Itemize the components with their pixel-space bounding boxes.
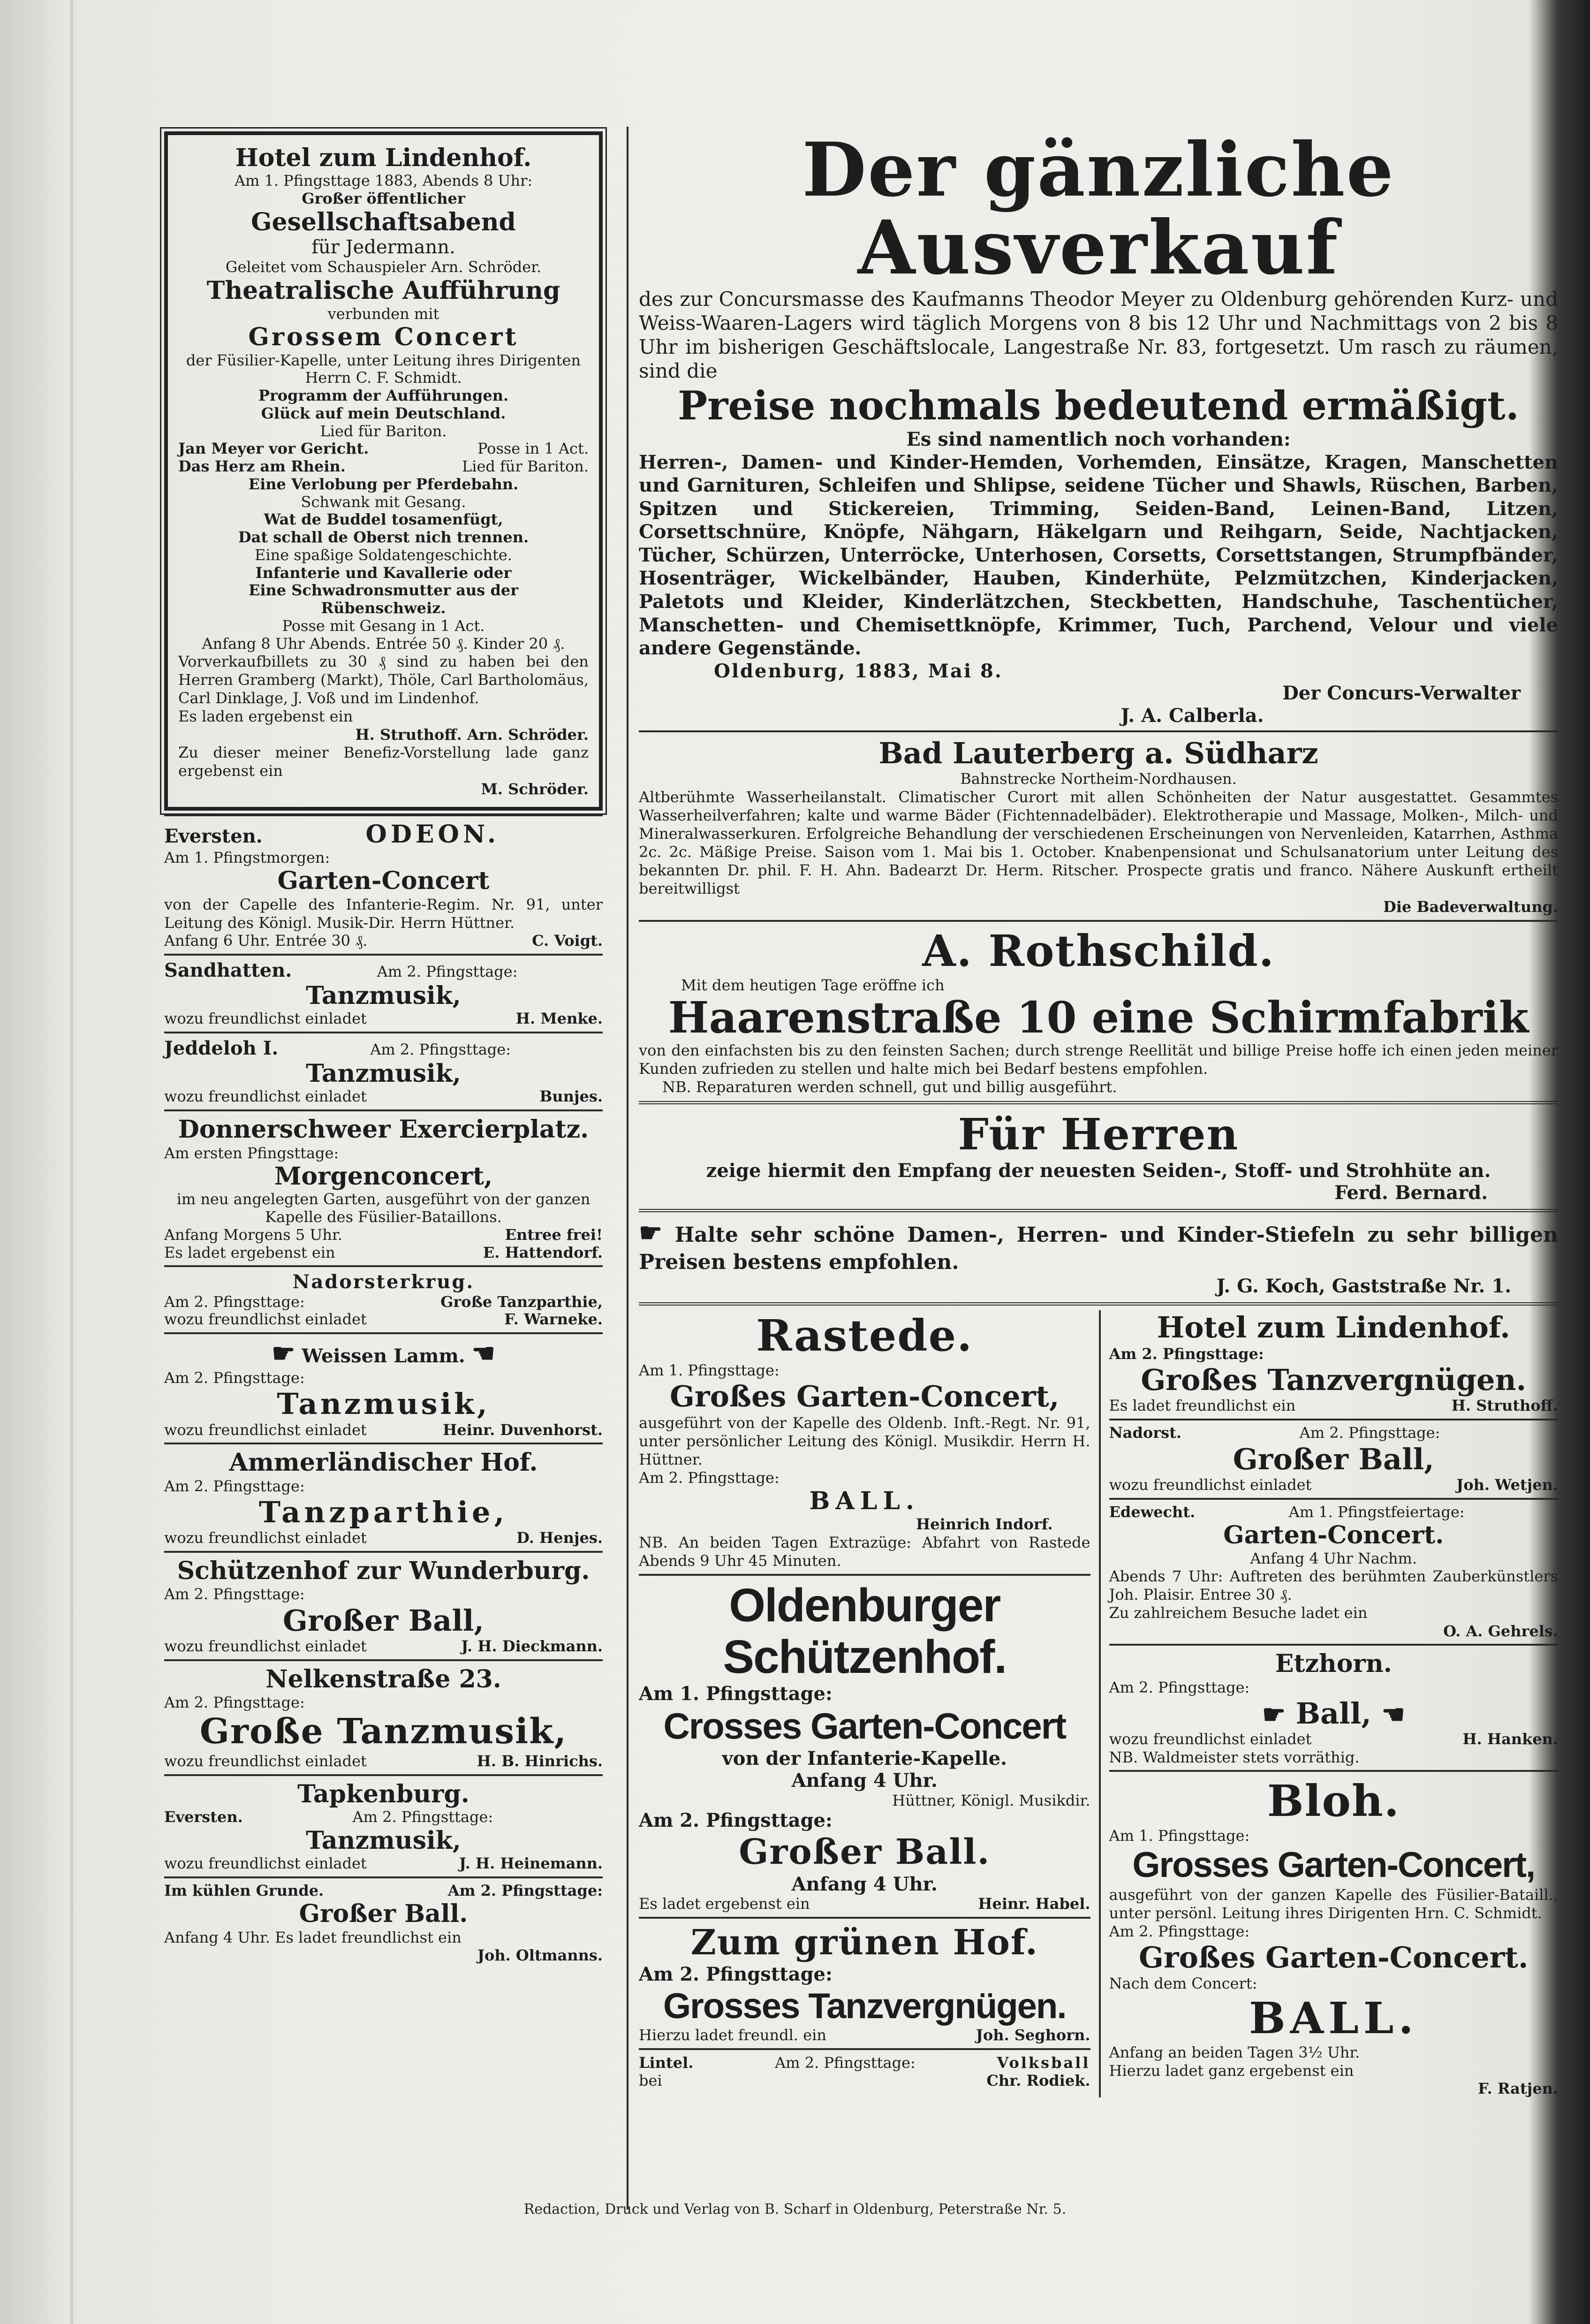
ad-ammerland [164,1448,603,1547]
ad-date: Am 1. Pfingstfeiertage: [1288,1503,1465,1521]
ad-item-list: Herren-, Damen- und Kinder-Hemden, Vorhemden, Einsätze, Kragen, Manschetten und Garnituren, Schleifen und Shlipse, seidene Tücher und Shawls, Rüschen, Barben, Spitzen und Stickereien, Trimming, Seiden-Band, Leinen-Band, Litzen, Corsettschnüre, Knöpfe, Nähgarn, Häkelgarn und Reihgarn, Seide, Nachtjacken, Tücher, Schürzen, Unterröcke, Unterhosen, Corsetts, Corsettstangen, Strumpfbänder, Hosenträger, Wickelbänder, Hauben, Kinderhüte, Pelzmützchen, Kinderjacken, Paletots und Kleider, Kinderlätzchen, Steckbetten, Handschuhe, Taschentücher, Manschetten- und Chemisettknöpfe, Krimmer, Tuch, Parchend, Velour und viele andere Gegenstände. [639,451,1558,660]
ad-invite: Hierzu ladet ganz ergebenst ein [1109,2061,1354,2080]
page-gutter [70,0,73,2324]
ad-signature: Heinr. Duvenhorst. [443,1420,603,1439]
ad-lindenhof2 [1109,1310,1559,1414]
ad-note: NB. Reparaturen werden schnell, gut und billig ausgeführt. [662,1078,1117,1096]
ad-signature: D. Henjes. [516,1529,603,1547]
ad-lauterberg [639,736,1558,916]
divider [639,1209,1558,1212]
ad-title: Tapkenburg. [297,1779,469,1808]
ad-text: zeige hiermit den Empfang der neuesten Seiden-, Stoff- und Strohhüte an. [706,1160,1491,1182]
divider [1109,1498,1559,1500]
ad-title: Weissen Lamm. [302,1345,465,1367]
ad-edewecht [1109,1504,1559,1640]
ad-date: Am 2. Pfingsttage: [639,1468,780,1487]
ad-date: Am 1. Pfingsttage: [639,1361,780,1379]
ad-invite: wozu freundlichst einladet [1109,1475,1312,1494]
divider [639,730,1558,732]
ad-line: Es sind namentlich noch vorhanden: [906,428,1291,451]
ad-event: Großes Garten-Concert. [1138,1940,1529,1975]
ad-title: Ammerländischer Hof. [229,1448,538,1477]
divider [164,1332,603,1334]
divider [164,1774,603,1776]
ad-event: Tanzmusik, [277,1387,490,1421]
ad-signature: O. A. Gehrels. [1443,1622,1558,1640]
ad-text: Vorverkaufbillets zu 30 ₰ sind zu haben bei den Herren Gramberg (Markt), Thöle, Carl Bartholomäus, Carl Dinklage, J. Voß und im Lindenhof. [178,653,589,707]
ad-invite: Zu zahlreichem Besuche ladet ein [1109,1604,1368,1622]
ad-signature: J. A. Calberla. [1121,704,1264,727]
ad-date: Am 1. Pfingsttage 1883, Abends 8 Uhr: [234,172,533,190]
ad-title: A. Rothschild. [922,925,1275,976]
ad-line: Der Concurs-Verwalter [1282,682,1521,704]
ad-text: ausgeführt von der ganzen Kapelle des Füsilier-Bataill., unter persönl. Leitung ihres Dirigenten Hrn. C. Schmidt. [1109,1885,1558,1922]
sub-columns [639,1310,1558,2097]
ad-date: Am 2. Pfingsttage: [164,1477,305,1495]
ad-text: im neu angelegten Garten, ausgeführt von der ganzen Kapelle des Füsilier-Bataillons. [176,1190,591,1226]
pointing-hand-left-icon: ☚ [1381,1699,1405,1730]
ad-herren [639,1109,1558,1205]
ad-signature: M. Schröder. [481,780,589,798]
ad-signature: Heinrich Indorf. [916,1515,1053,1534]
ad-heading: Preise nochmals bedeutend ermäßigt. [677,382,1520,429]
ad-event: Großes Garten-Concert, [669,1379,1060,1414]
ad-signature: H. Hanken. [1462,1730,1558,1748]
ad-title: Etzhorn. [1275,1649,1392,1678]
ad-rothschild [639,926,1558,1096]
ad-date: Oldenburg, 1883, Mai 8. [714,660,1003,682]
ad-signature: J. H. Dieckmann. [461,1637,603,1655]
ad-place: Sandhatten. [164,959,292,981]
program-item: Glück auf mein Deutschland. [261,404,506,422]
program-note: Lied für Bariton. [320,422,447,440]
ad-signature: Bunjes. [539,1087,603,1106]
ad-donnerschwee [164,1115,603,1261]
ad-event: Volksball [997,2053,1090,2072]
ad-event: Garten-Concert [277,866,490,896]
program-item: Eine Schwadronsmutter aus der [248,581,519,600]
ad-date: Am 2. Pfingsttage: [370,1040,511,1058]
ad-note: NB. An beiden Tagen Extrazüge: Abfahrt von Rastede Abends 9 Uhr 45 Minuten. [639,1533,1090,1570]
ad-note: NB. Waldmeister stets vorräthig. [1109,1748,1360,1766]
divider [639,1917,1090,1919]
ad-title: Schützenhof zur Wunderburg. [177,1557,590,1586]
ad-wunderburg [164,1557,603,1656]
ad-date: Am 2. Pfingsttage: [164,1292,305,1311]
program-item: Rübenschweiz. [321,599,446,617]
ad-signature: J. G. Koch, Gaststraße Nr. 1. [1216,1275,1511,1298]
ad-text: Altberühmte Wasserheilanstalt. Climatischer Curort mit allen Schönheiten der Natur ausgestattet. Gesammtes Wasserheilverfahren; kalte und warme Bäder (Fichtennadelbäder). Elektrotherapie und Massage, Molken-, Milch- und Mineralwasserkuren. Erfolgreiche Behandlung der verschiedenen Erscheinungen von Nervenleiden, Katarrhen, Asthma 2c. 2c. Mäßige Preise. Saison vom 1. Mai bis 1. October. Knabenpensionat und Schulsanatorium unter Leitung des bekannten Dr. phil. F. H. Ahn. Badearzt Dr. Herm. Ritscher. Prospecte gratis und franco. Nähere Auskunft ertheilt bereitwilligst [639,788,1558,898]
ad-event: Große Tanzmusik, [199,1711,568,1752]
program-note: Schwank mit Gesang. [301,493,466,511]
ad-signature: F. Warneke. [504,1310,603,1329]
ad-date: Am 2. Pfingsttage: [1299,1423,1440,1442]
ad-line: Anfang an beiden Tagen 3½ Uhr. [1109,2043,1360,2062]
ad-event: Großer Ball. [299,1899,468,1929]
divider [639,920,1558,922]
ad-line: Mit dem heutigen Tage eröffne ich [681,976,945,995]
program-note: Posse mit Gesang in 1 Act. [282,616,485,635]
ad-event: Ball, [1295,1696,1371,1731]
ad-tapken [164,1780,603,1873]
ad-date: Am 2. Pfingsttage: [775,2053,916,2072]
ad-signature: J. H. Heinemann. [459,1854,603,1872]
ad-invite: wozu freundlichst einladet [164,1420,367,1439]
sub-column-right [1101,1310,1559,2097]
ad-date: Am 2. Pfingsttage: [352,1808,493,1826]
ad-date: Am 2. Pfingsttage: [377,962,518,980]
ad-text: von den einfachsten bis zu den feinsten Sachen; durch strenge Reellität und billige Preise hoffe ich einen jeden meiner Kunden zufrieden zu stellen und halte mich bei Bedarf bestens empfohlen. [639,1041,1558,1078]
ad-event: Tanzparthie, [258,1495,508,1530]
ad-title: Nelkenstraße 23. [265,1664,501,1694]
ad-event: Gesellschaftsabend [251,207,516,236]
program-note: Posse in 1 Act. [477,440,589,458]
ad-text: von der Capelle des Infanterie-Regim. Nr. 91, unter Leitung des Königl. Musik-Dir. Herrn Hüttner. [164,895,603,932]
ad-invite: wozu freundlichst einladet [164,1637,367,1655]
ad-sub: Bahnstrecke Northeim-Nordhausen. [960,770,1237,788]
ad-date: Am 1. Pfingsttage: [1109,1826,1250,1845]
ad-date: Am 1. Pfingstmorgen: [164,849,330,867]
ad-lintel [639,2054,1090,2089]
ad-line: Geleitet vom Schauspieler Arn. Schröder. [225,258,542,276]
ad-signature: F. Ratjen. [1478,2079,1558,2097]
ad-date: Am 2. Pfingsttage: [164,1369,305,1387]
divider [639,1302,1558,1306]
ad-kuehl [164,1882,603,1965]
ad-title: Nadorsterkrug. [292,1271,475,1293]
ad-date: Am 2. Pfingsttage: [639,1963,833,1985]
ad-line: verbunden mit [327,304,439,323]
ad-line: Anfang 4 Uhr. [791,1873,938,1895]
ad-signature: Die Badeverwaltung. [1383,898,1558,916]
ad-text: ausgeführt von der Kapelle des Oldenb. Inft.-Regt. Nr. 91, unter persönlicher Leitung des Königl. Musikdir. Herrn H. Hüttner. [639,1413,1090,1468]
ad-event: Grosses Tanzvergnügen. [663,1986,1066,2026]
ad-date: Am 2. Pfingsttage: [447,1881,603,1899]
ad-signature: Joh. Seghorn. [976,2026,1090,2044]
ad-invite: wozu freundlichst einladet [164,1854,367,1872]
ad-event: Großer Ball, [1233,1442,1434,1476]
ad-nadorst [164,1271,603,1329]
divider [164,1551,603,1553]
ad-date: Am 1. Pfingsttage: [639,1682,833,1705]
divider [639,1101,1558,1104]
ad-event: Großer Ball. [739,1832,991,1873]
ad-event: Morgenconcert, [274,1162,493,1191]
ad-date: Am 2. Pfingsttage: [1109,1678,1250,1696]
ad-invite: Es ladet ergebenst ein [164,1243,335,1261]
ad-rastede [639,1310,1090,1570]
ad-title: Der gänzliche Ausverkauf [802,127,1395,291]
ad-title: Zum grünen Hof. [690,1922,1038,1963]
divider [164,814,603,816]
ad-invite: Anfang 4 Uhr. Es ladet freundlichst ein [164,1928,462,1946]
ad-sandhatten [164,959,603,1028]
ad-nadorst2 [1109,1424,1559,1494]
ad-event: BALL. [809,1487,920,1515]
ad-sub: Großer öffentlicher [302,190,465,208]
ad-event: Garten-Concert. [1223,1521,1444,1550]
ad-text: des zur Concursmasse des Kaufmanns Theodor Meyer zu Oldenburg gehörenden Kurz- und Weiss-Waaren-Lagers wird täglich Morgens von 8 bis 12 Uhr und Nachmittags von 2 bis 8 Uhr im bisherigen Geschäftslocale, Langestraße Nr. 83, fortgesetzt. Um rasch zu räumen, sind die [639,287,1558,383]
divider [164,1265,603,1267]
ad-jeddeloh [164,1037,603,1106]
ad-signature: H. B. Hinrichs. [477,1752,603,1770]
ad-place: Nadorst. [1109,1423,1181,1442]
ad-title: Im kühlen Grunde. [164,1881,324,1899]
ad-event: Tanzmusik, [306,1826,461,1855]
ad-line: Hüttner, Königl. Musikdir. [892,1791,1090,1809]
pointing-hand-left-icon: ☚ [471,1338,495,1369]
ad-line: Entree frei! [505,1225,603,1244]
ad-signature: H. Struthoff. [1451,1397,1558,1415]
ad-invite: wozu freundlichst einladet [164,1752,367,1770]
ad-event: Tanzmusik, [306,1059,461,1088]
ad-title: Donnerschweer Exercierplatz. [178,1115,589,1144]
ad-heading: Theatralische Aufführung [206,276,560,305]
ad-heading: Haarenstraße 10 eine Schirmfabrik [668,992,1529,1043]
left-column [164,131,603,1965]
imprint-footer: Redaction, Druck und Verlag von B. Scharf in Oldenburg, Peterstraße Nr. 5. [523,2201,1067,2218]
ad-lamm [164,1338,603,1439]
ad-signature: H. Menke. [515,1010,603,1028]
ad-text: Abends 7 Uhr: Auftreten des berühmten Zauberkünstlers Joh. Plaisir. Entree 30 ₰. [1109,1567,1558,1604]
ad-signature: Joh. Wetjen. [1456,1475,1558,1494]
ad-title: Bad Lauterberg a. Südharz [878,736,1318,771]
ad-invite: Es ladet freundlichst ein [1109,1397,1296,1415]
ad-heading: Grossem Concert [248,323,519,352]
ad-invite: Es ladet ergebenst ein [639,1894,810,1913]
ad-event: Grosses Garten-Concert, [1132,1845,1535,1885]
divider [1109,1770,1559,1772]
ad-schuetzenhof [639,1580,1090,1913]
pointing-hand-icon: ☛ [1262,1699,1286,1730]
divider [164,1443,603,1444]
ad-etzhorn [1109,1649,1559,1766]
ad-signature: Ferd. Bernard. [1334,1182,1488,1204]
ad-nelken [164,1665,603,1770]
ad-title: Für Herren [958,1109,1239,1160]
ad-text: Halte sehr schöne Damen-, Herren- und Kinder-Stiefeln zu sehr billigen Preisen bestens empfohlen. [639,1223,1558,1274]
ad-date: Am 2. Pfingsttage: [1109,1922,1250,1940]
program-item: Jan Meyer vor Gericht. [178,440,369,458]
ad-place: Eversten. [164,825,263,847]
ad-title: Bloh. [1267,1776,1400,1827]
ad-ausverkauf [639,127,1558,727]
program-note: Lied für Bariton. [462,457,589,476]
program-item: Eine Verlobung per Pferdebahn. [248,475,519,493]
ad-date: Am 2. Pfingsttage: [639,1809,833,1832]
ad-invite: bei [639,2071,662,2089]
ad-line: der Füsilier-Kapelle, unter Leitung ihres Dirigenten Herrn C. F. Schmidt. [186,351,581,387]
ad-invite: wozu freundlichst einladet [164,1529,367,1547]
ad-bloh [1109,1776,1559,2097]
ad-odeon [164,820,603,950]
divider [1109,1419,1559,1420]
ad-date: Am 2. Pfingsttage: [1109,1344,1264,1363]
ad-line: Anfang 4 Uhr Nachm. [1250,1549,1417,1567]
ad-invite: wozu freundlichst einladet [164,1310,367,1329]
ad-line: Anfang 6 Uhr. Entrée 30 ₰. [164,931,368,949]
ad-place: Eversten. [164,1808,243,1826]
divider [164,954,603,956]
ad-invite: Es laden ergebenst ein [178,707,353,726]
ad-line: für Jedermann. [311,236,455,258]
ad-date: Am 2. Pfingsttage: [164,1694,305,1712]
divider [639,1574,1090,1576]
ad-event: Crosses Garten-Concert [663,1705,1066,1747]
ad-line: Anfang 8 Uhr Abends. Entrée 50 ₰. Kinder 20 ₰. [202,634,565,653]
divider [164,1876,603,1878]
program-item: Dat schall de Oberst nich trennen. [238,528,529,547]
ad-title: Rastede. [756,1310,973,1361]
ad-title: Oldenburger Schützenhof. [723,1579,1007,1683]
ad-signature: Chr. Rodiek. [986,2071,1090,2089]
ad-gruenhof [639,1922,1090,2044]
ad-event: Tanzmusik, [306,981,461,1010]
program-item: Wat de Buddel tosamenfügt, [264,510,503,529]
ad-signature: Heinr. Habel. [978,1894,1090,1913]
ad-title: ODEON. [365,820,500,849]
ad-signature: H. Struthoff. Arn. Schröder. [355,725,589,744]
divider [164,1032,603,1033]
divider [639,2048,1090,2050]
sub-column-left [639,1310,1101,2097]
right-column [639,127,1558,2097]
ad-invite: Hierzu ladet freundl. ein [639,2026,826,2044]
ad-event: Großer Ball, [282,1603,485,1638]
ad-line: Anfang Morgens 5 Uhr. [164,1225,342,1244]
ad-event: Große Tanzparthie, [440,1292,603,1311]
ad-title: Hotel zum Lindenhof. [1157,1310,1510,1345]
ad-line: Anfang 4 Uhr. [791,1769,938,1792]
ad-invite: wozu freundlichst einladet [164,1087,367,1106]
ad-date: Am 2. Pfingsttage: [164,1585,305,1603]
pointing-hand-icon: ☛ [639,1217,663,1249]
ad-title: Hotel zum Lindenhof. [235,144,532,172]
ad-event: BALL. [1249,1992,1418,2043]
ad-invite: wozu freundlichst einladet [1109,1730,1312,1748]
program-note: Eine spaßige Soldatengeschichte. [255,546,512,564]
divider [1109,1644,1559,1646]
ad-text: von der Infanterie-Kapelle. [722,1747,1007,1770]
ad-line: Programm der Aufführungen. [258,387,509,405]
ad-place: Jeddeloh I. [164,1037,279,1059]
divider [164,1659,603,1661]
ad-signature: C. Voigt. [532,931,603,949]
ad-lindenhof [164,131,603,811]
program-item: Infanterie und Kavallerie oder [255,563,512,582]
ad-signature: Joh. Oltmanns. [477,1946,603,1965]
ad-event: Großes Tanzvergnügen. [1141,1362,1527,1397]
ad-signature: E. Hattendorf. [483,1243,603,1261]
ad-place: Edewecht. [1109,1503,1196,1521]
program-item: Das Herz am Rhein. [178,457,346,476]
ad-koch [639,1217,1558,1298]
ad-date: Am ersten Pfingsttage: [164,1144,339,1162]
ad-line: Nach dem Concert: [1109,1975,1257,1993]
divider [164,1109,603,1111]
ad-place: Lintel. [639,2053,694,2072]
column-rule [627,127,628,2210]
pointing-hand-icon: ☛ [272,1338,295,1369]
ad-invite: Zu dieser meiner Benefiz-Vorstellung lade ganz ergebenst ein [178,744,589,780]
ad-invite: wozu freundlichst einladet [164,1010,367,1028]
